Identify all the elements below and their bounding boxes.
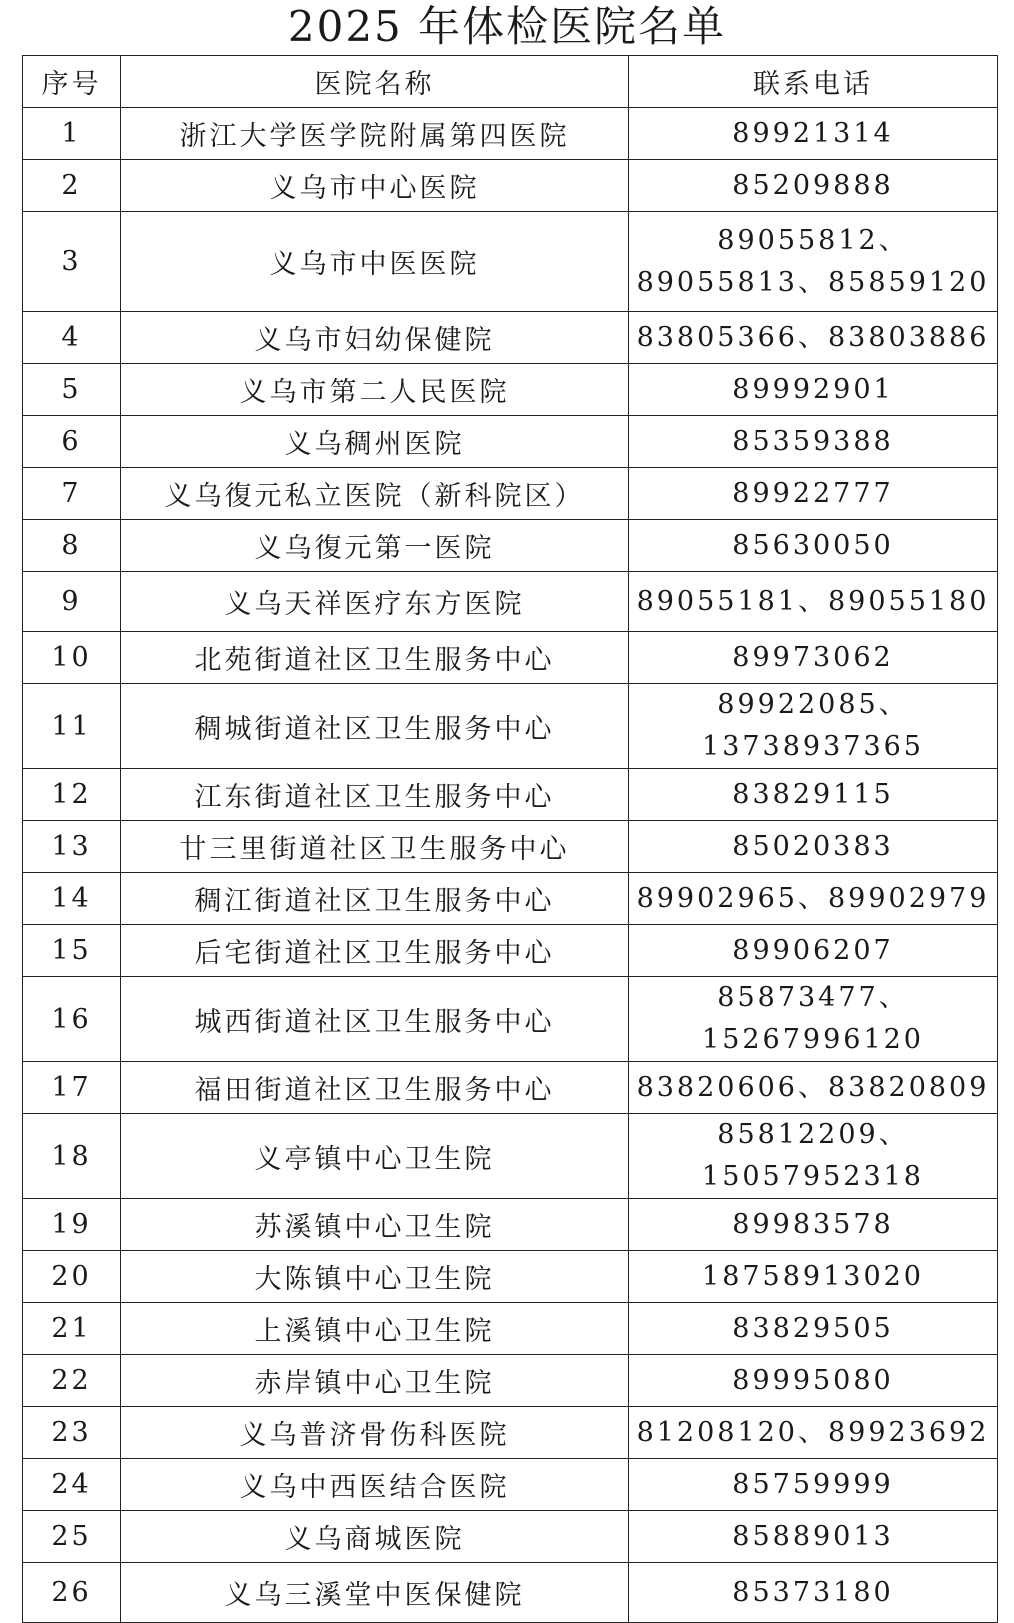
hospital-name: 义乌普济骨伤科医院 [121,1407,629,1459]
hospital-name: 义乌復元第一医院 [121,520,629,572]
phone-number: 81208120、89923692 [629,1407,998,1459]
row-number: 18 [23,1114,121,1199]
phone-number: 83820606、83820809 [629,1062,998,1114]
row-number: 19 [23,1199,121,1251]
hospital-name: 义乌中西医结合医院 [121,1459,629,1511]
row-number: 13 [23,821,121,873]
table-row [23,925,998,977]
phone-number: 89992901 [629,364,998,416]
hospital-name: 赤岸镇中心卫生院 [121,1355,629,1407]
row-number: 23 [23,1407,121,1459]
row-number: 24 [23,1459,121,1511]
table-row [23,160,998,212]
phone-number: 18758913020 [629,1251,998,1303]
phone-number: 89902965、89902979 [629,873,998,925]
table-row [23,1114,998,1199]
phone-number: 85020383 [629,821,998,873]
phone-number: 85359388 [629,416,998,468]
table-row [23,468,998,520]
row-number: 4 [23,312,121,364]
phone-number: 89995080 [629,1355,998,1407]
hospital-name: 义乌復元私立医院（新科院区） [121,468,629,520]
row-number: 21 [23,1303,121,1355]
row-number: 11 [23,684,121,769]
phone-number: 85630050 [629,520,998,572]
table-row [23,364,998,416]
row-number: 20 [23,1251,121,1303]
row-number: 22 [23,1355,121,1407]
phone-number: 83829115 [629,769,998,821]
hospital-name: 义乌市第二人民医院 [121,364,629,416]
hospital-name: 后宅街道社区卫生服务中心 [121,925,629,977]
table-row [23,821,998,873]
hospital-name: 义乌天祥医疗东方医院 [121,572,629,632]
hospital-name: 北苑街道社区卫生服务中心 [121,632,629,684]
table-row [23,1199,998,1251]
row-number: 25 [23,1511,121,1563]
table-row [23,312,998,364]
phone-number: 85373180 [629,1563,998,1623]
table-row [23,1563,998,1623]
phone-number: 89906207 [629,925,998,977]
hospital-name: 城西街道社区卫生服务中心 [121,977,629,1062]
hospital-name: 江东街道社区卫生服务中心 [121,769,629,821]
hospital-table [22,55,998,1623]
row-number: 1 [23,108,121,160]
table-row [23,873,998,925]
table-header-row [23,56,998,108]
phone-number: 89973062 [629,632,998,684]
row-number: 2 [23,160,121,212]
row-number: 16 [23,977,121,1062]
header-phone: 联系电话 [629,56,998,108]
phone-number: 83805366、83803886 [629,312,998,364]
row-number: 5 [23,364,121,416]
table-row [23,1062,998,1114]
table-row [23,1303,998,1355]
phone-number: 89921314 [629,108,998,160]
hospital-name: 稠城街道社区卫生服务中心 [121,684,629,769]
phone-number: 89983578 [629,1199,998,1251]
phone-number: 89055181、89055180 [629,572,998,632]
phone-number: 85889013 [629,1511,998,1563]
phone-number: 89922085、13738937365 [629,684,998,769]
phone-number: 85873477、15267996120 [629,977,998,1062]
hospital-name: 大陈镇中心卫生院 [121,1251,629,1303]
hospital-name: 义乌市妇幼保健院 [121,312,629,364]
header-name: 医院名称 [121,56,629,108]
table-row [23,1407,998,1459]
table-row [23,108,998,160]
phone-number: 89922777 [629,468,998,520]
table-row [23,769,998,821]
table-row [23,212,998,312]
row-number: 17 [23,1062,121,1114]
row-number: 9 [23,572,121,632]
hospital-name: 上溪镇中心卫生院 [121,1303,629,1355]
row-number: 10 [23,632,121,684]
hospital-name: 稠江街道社区卫生服务中心 [121,873,629,925]
row-number: 7 [23,468,121,520]
table-row [23,632,998,684]
table-row [23,416,998,468]
row-number: 8 [23,520,121,572]
hospital-name: 福田街道社区卫生服务中心 [121,1062,629,1114]
row-number: 3 [23,212,121,312]
hospital-name: 廿三里街道社区卫生服务中心 [121,821,629,873]
table-body [23,108,998,1623]
table-row [23,520,998,572]
row-number: 26 [23,1563,121,1623]
row-number: 14 [23,873,121,925]
header-no: 序号 [23,56,121,108]
table-row [23,572,998,632]
page-title: 2025 年体检医院名单 [287,2,727,51]
hospital-name: 义乌市中心医院 [121,160,629,212]
phone-number: 89055812、89055813、85859120 [629,212,998,312]
row-number: 15 [23,925,121,977]
hospital-name: 义乌三溪堂中医保健院 [121,1563,629,1623]
hospital-name: 义亭镇中心卫生院 [121,1114,629,1199]
table-row [23,1355,998,1407]
row-number: 6 [23,416,121,468]
table-row [23,1459,998,1511]
phone-number: 85759999 [629,1459,998,1511]
phone-number: 83829505 [629,1303,998,1355]
row-number: 12 [23,769,121,821]
hospital-name: 义乌商城医院 [121,1511,629,1563]
hospital-name: 苏溪镇中心卫生院 [121,1199,629,1251]
hospital-name: 义乌稠州医院 [121,416,629,468]
hospital-name: 浙江大学医学院附属第四医院 [121,108,629,160]
hospital-name: 义乌市中医医院 [121,212,629,312]
table-row [23,1511,998,1563]
phone-number: 85209888 [629,160,998,212]
table-row [23,1251,998,1303]
table-row [23,977,998,1062]
table-row [23,684,998,769]
phone-number: 85812209、15057952318 [629,1114,998,1199]
